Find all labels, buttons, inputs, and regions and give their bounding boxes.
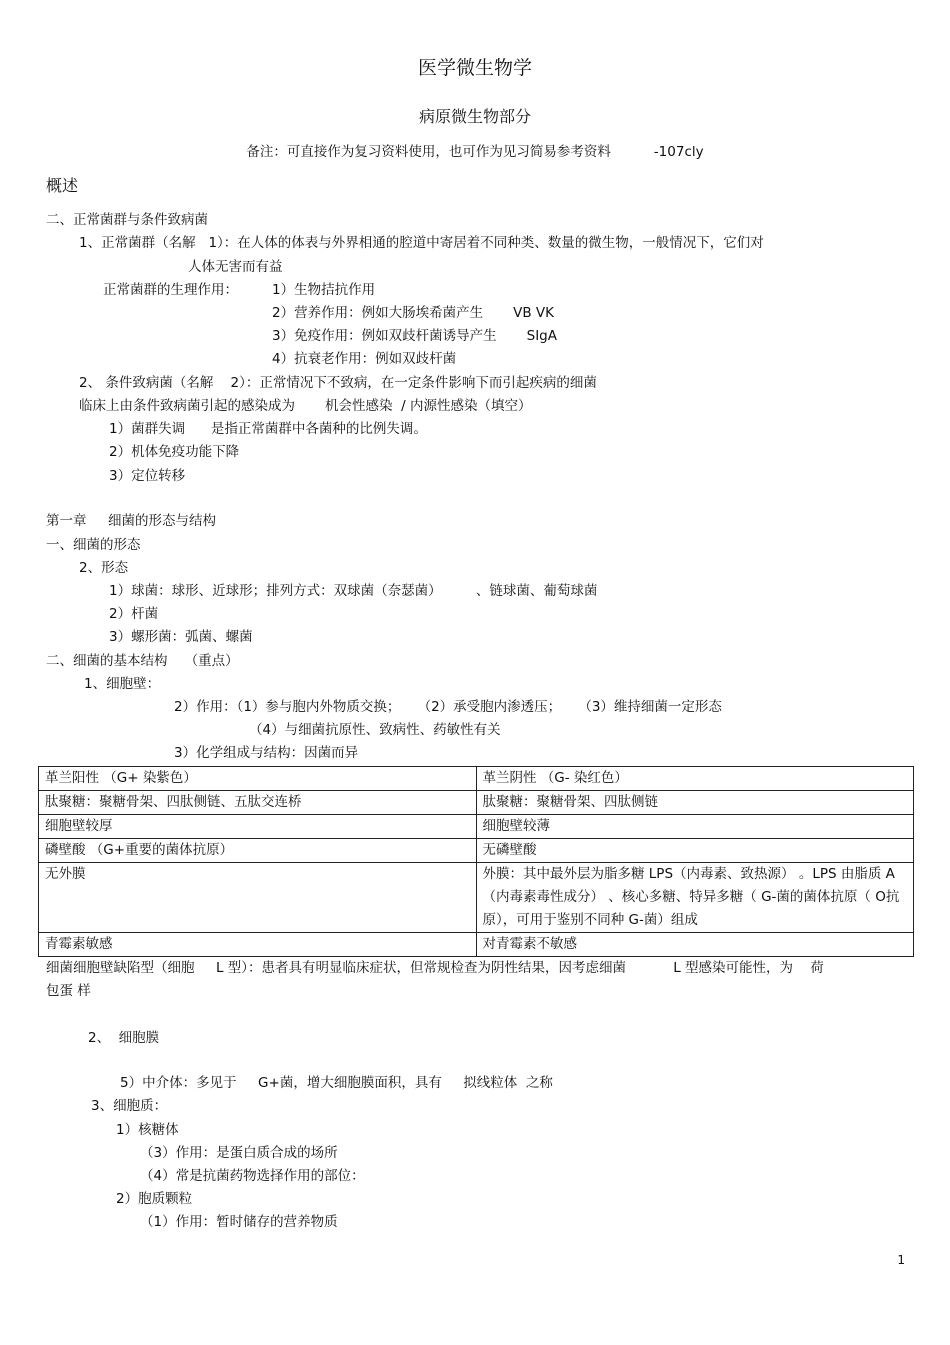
page-number: 1 <box>897 1253 905 1267</box>
heading-cytoplasm: 3、细胞质： <box>91 1098 168 1114</box>
gram-positive-cell: 革兰阳性 （G+ 染紫色） <box>39 767 477 791</box>
mesosome-note: 5）中介体：多见于 G+菌，增大细胞膜面积，具有 拟线粒体 之称 <box>120 1075 553 1091</box>
opportunistic-infection-note: 临床上由条件致病菌引起的感染成为 机会性感染 / 内源性感染（填空） <box>79 398 532 414</box>
role-immunity: 3）免疫作用：例如双歧杆菌诱导产生 SIgA <box>272 328 557 344</box>
gram-negative-cell: 对青霉素不敏感 <box>476 933 914 957</box>
granules-function: （1）作用：暂时储存的营养物质 <box>140 1214 338 1230</box>
heading-ribosome: 1）核糖体 <box>116 1122 179 1138</box>
heading-basic-structure: 二、细菌的基本结构 （重点） <box>46 653 239 669</box>
role-anti-aging: 4）抗衰老作用：例如双歧杆菌 <box>272 351 457 367</box>
table-row <box>39 933 914 957</box>
gram-negative-cell: 肽聚糖：聚糖骨架、四肽侧链 <box>476 791 914 815</box>
gram-positive-cell: 细胞壁较厚 <box>39 815 477 839</box>
document-title: 医学微生物学 <box>417 57 532 79</box>
chapter-one-heading: 第一章 细菌的形态与结构 <box>46 513 216 529</box>
l-form-note: 细菌细胞壁缺陷型（细胞 L 型）：患者具有明显临床症状，但常规检查为阴性结果，因考虑细菌 L 型感染可能性，为 荷 <box>46 960 824 976</box>
opportunistic-definition: 2、 条件致病菌（名解 2）：正常情况下不致病，在一定条件影响下而引起疾病的细菌 <box>79 375 597 391</box>
table-row <box>39 839 914 863</box>
heading-morphology: 一、细菌的形态 <box>46 537 141 553</box>
cell-wall-functions: 2）作用：（1）参与胞内外物质交换； （2）承受胞内渗透压； （3）维持细菌一定形态 <box>174 699 722 715</box>
cell-wall-composition: 3）化学组成与结构：因菌而异 <box>174 745 359 761</box>
gram-positive-cell: 肽聚糖：聚糖骨架、四肽侧链、五肽交连桥 <box>39 791 477 815</box>
gram-negative-cell: 细胞壁较薄 <box>476 815 914 839</box>
table-row <box>39 791 914 815</box>
physiological-roles-label: 正常菌群的生理作用： <box>103 282 238 298</box>
ribosome-function: （3）作用：是蛋白质合成的场所 <box>140 1145 338 1161</box>
gram-comparison-table <box>38 766 914 957</box>
heading-cell-wall: 1、细胞壁： <box>84 676 161 692</box>
heading-shapes: 2、形态 <box>79 560 129 576</box>
gram-negative-cell: 外膜：其中最外层为脂多糖 LPS（内毒素、致热源） 。LPS 由脂质 A（内毒素毒性成分） 、核心多糖、特异多糖（ G-菌的菌体抗原（ O抗原），可用于鉴别不同种 G-菌）组成 <box>476 863 914 933</box>
table-row <box>39 767 914 791</box>
shape-bacilli: 2）杆菌 <box>109 606 159 622</box>
normal-flora-definition: 1、正常菌群（名解 1）：在人体的体表与外界相通的腔道中寄居着不同种类、数量的微生物，一般情况下，它们对 <box>79 235 764 251</box>
role-nutrition: 2）营养作用：例如大肠埃希菌产生 VB VK <box>272 305 555 321</box>
role-antagonism: 1）生物拮抗作用 <box>272 282 376 298</box>
cause-immunity-decline: 2）机体免疫功能下降 <box>109 444 240 460</box>
heading-cell-membrane: 2、 细胞膜 <box>88 1030 160 1046</box>
document-note: 备注：可直接作为复习资料使用，也可作为见习简易参考资料 -107cly <box>246 144 704 160</box>
gram-positive-cell: 青霉素敏感 <box>39 933 477 957</box>
ribosome-drug-target: （4）常是抗菌药物选择作用的部位： <box>140 1168 365 1184</box>
heading-normal-flora: 二、正常菌群与条件致病菌 <box>46 212 208 228</box>
l-form-note-cont: 包蛋 样 <box>46 983 91 999</box>
gram-negative-cell: 革兰阴性 （G- 染红色） <box>476 767 914 791</box>
shape-spiral: 3）螺形菌：弧菌、螺菌 <box>109 629 253 645</box>
cause-translocation: 3）定位转移 <box>109 468 186 484</box>
normal-flora-definition-cont: 人体无害而有益 <box>188 259 283 275</box>
heading-granules: 2）胞质颗粒 <box>116 1191 193 1207</box>
cause-dysbiosis: 1）菌群失调 是指正常菌群中各菌种的比例失调。 <box>109 421 427 437</box>
table-row <box>39 815 914 839</box>
section-overview: 概述 <box>46 176 79 195</box>
gram-positive-cell: 磷壁酸 （G+重要的菌体抗原） <box>39 839 477 863</box>
shape-cocci: 1）球菌：球形、近球形；排列方式：双球菌（奈瑟菌） 、链球菌、葡萄球菌 <box>109 583 598 599</box>
table-row <box>39 863 914 933</box>
gram-negative-cell: 无磷壁酸 <box>476 839 914 863</box>
document-subtitle: 病原微生物部分 <box>418 107 531 126</box>
cell-wall-functions-cont: （4）与细菌抗原性、致病性、药敏性有关 <box>249 722 501 738</box>
gram-positive-cell: 无外膜 <box>39 863 477 933</box>
